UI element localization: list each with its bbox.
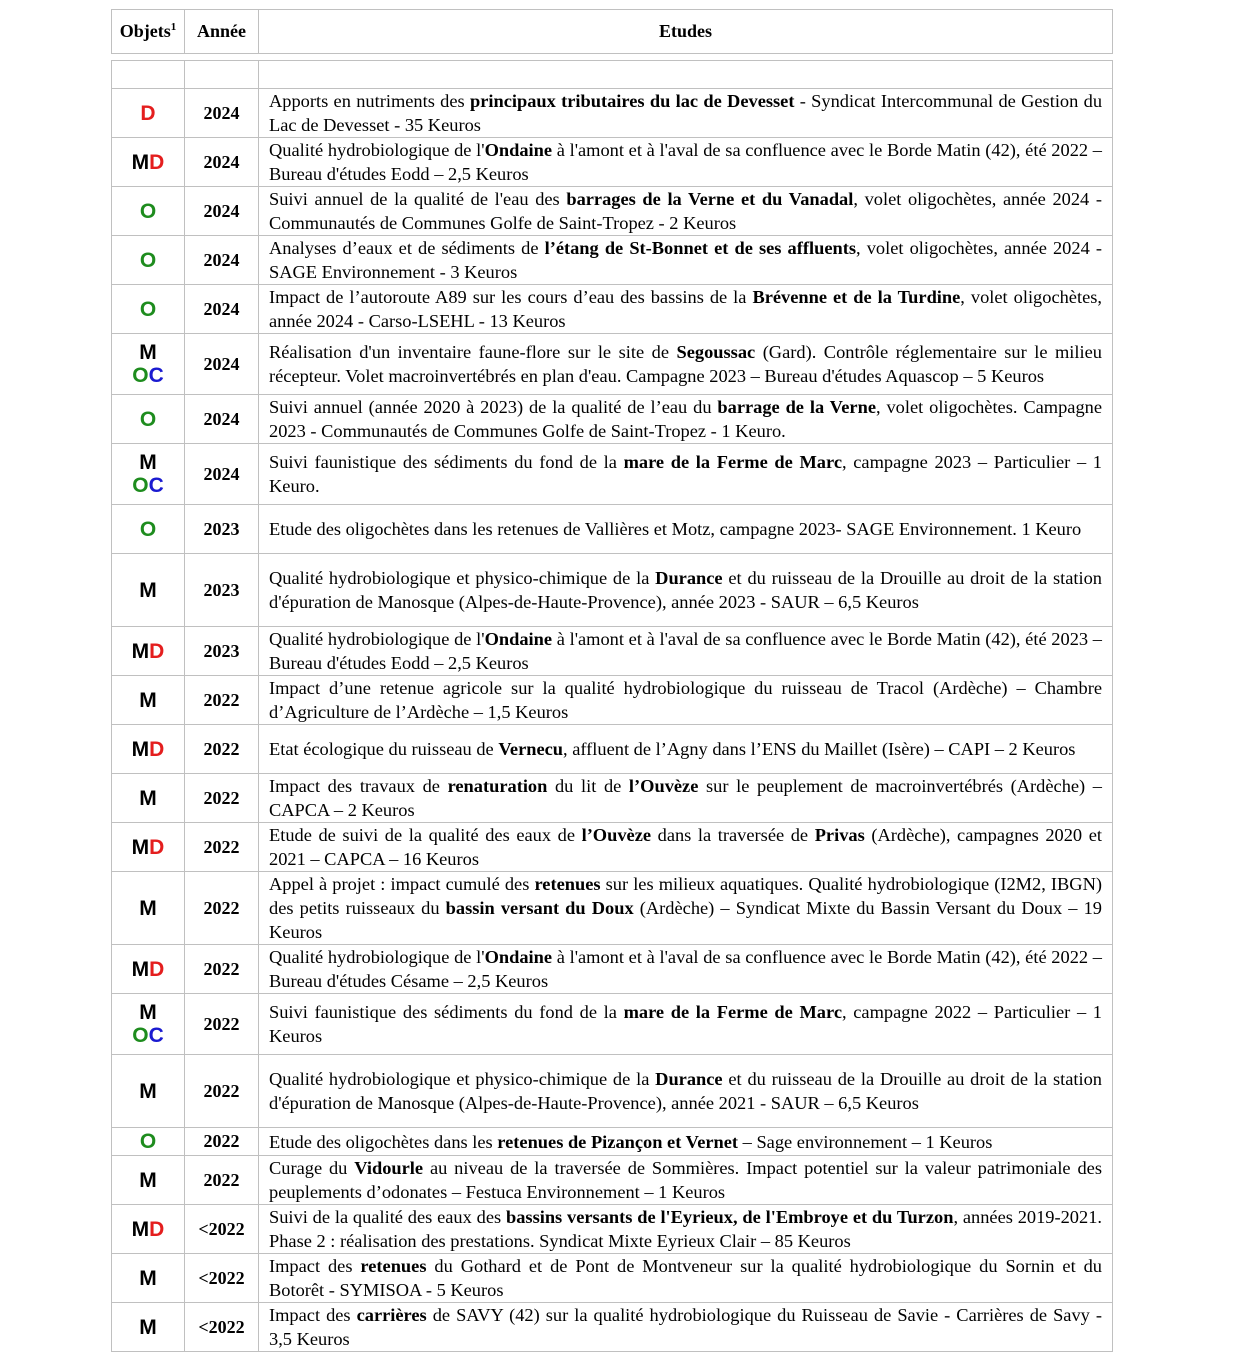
objet-code: M [139,1266,157,1290]
objets-line [112,451,184,474]
objet-code: M [139,1315,157,1339]
objets-line [112,518,184,541]
study-text: , affluent de l’Agny dans l’ENS du Maillet (Isère) – CAPI – 2 Keuros [563,739,1076,759]
year-cell: 2024 [185,187,259,236]
objets-cell [112,1303,185,1352]
objet-code: D [149,835,165,859]
objets-line [112,1316,184,1339]
objets-line [112,1080,184,1103]
study-text: - Syndicat Intercommunal de Gestion du Lac de Devesset - 35 Keuros [269,91,1103,135]
objets-line [112,408,184,431]
table-row [112,725,1113,774]
objet-code: O [139,199,157,223]
study-description [259,444,1113,505]
study-text: , campagne 2023 – Particulier – 1 Keuro. [269,452,1103,496]
study-description [259,334,1113,395]
study-text: , volet oligochètes, année 2024 - SAGE Environnement - 3 Keuros [269,238,1102,282]
study-text: Suivi faunistique des sédiments du fond de la [269,1002,624,1022]
study-subject: barrages de la Verne et du Vanadal [566,189,854,209]
year-cell: 2024 [185,138,259,187]
study-description [259,676,1113,725]
study-description [259,774,1113,823]
study-text: Curage du [269,1158,355,1178]
objets-line [112,1024,184,1047]
study-text: (Gard). Contrôle réglementaire sur le milieu récepteur. Volet macroinvertébrés en plan d'eau. Campagne 2023 – Bureau d'études Aquascop – 5 Keuros [269,342,1102,386]
study-text: , volet oligochètes, année 2024 - Communautés de Communes Golfe de Saint-Tropez - 2 Keuros [269,189,1102,233]
study-text: Appel à projet : impact cumulé des [269,874,535,894]
table-row [112,676,1113,725]
objet-code: M [131,1217,150,1241]
study-subject: Vernecu [498,739,564,759]
study-text: Apports en nutriments des [269,91,470,111]
objets-line [112,897,184,920]
studies-table [111,60,1113,1352]
objets-cell [112,138,185,187]
objets-line [112,640,184,663]
study-text: sur le peuplement de macroinvertébrés (Ardèche) – CAPCA – 2 Keuros [269,776,1102,820]
study-text: Impact des [269,1256,361,1276]
objet-code: D [149,150,165,174]
year-cell: 2023 [185,627,259,676]
table-row [112,774,1113,823]
table-row [112,1156,1113,1205]
objets-cell [112,554,185,627]
study-subject: bassin versant du Doux [445,898,634,918]
objet-code: M [139,1168,157,1192]
study-text: Impact d’une retenue agricole sur la qualité hydrobiologique du ruisseau de Tracol (Ardèche) – Chambre d’Agriculture de l’Ardèche – 1,5 Keuros [269,678,1102,722]
study-description [259,725,1113,774]
objets-line [112,474,184,497]
header-objets [112,10,185,54]
study-description [259,1303,1113,1352]
table-row [112,236,1113,285]
study-text: Réalisation d'un inventaire faune-flore sur le site de [269,342,677,362]
table-row [112,872,1113,945]
objet-code: M [131,835,150,859]
objet-code: O [139,248,157,272]
study-description [259,823,1113,872]
study-text: du lit de [547,776,629,796]
objet-code: M [139,451,157,474]
study-text: à l'amont et à l'aval de sa confluence avec le Borde Matin (42), été 2022 – Bureau d'études Eodd – 2,5 Keuros [269,140,1102,184]
objet-code: O [132,1024,149,1047]
study-text: Analyses d’eaux et de sédiments de [269,238,545,258]
study-subject: retenues [534,874,601,894]
table-row [112,1205,1113,1254]
year-cell: 2024 [185,236,259,285]
table-row [112,89,1113,138]
study-description [259,945,1113,994]
study-subject: Ondaine [484,629,553,649]
objets-cell [112,945,185,994]
study-subject: Vidourle [354,1158,424,1178]
study-text: à l'amont et à l'aval de sa confluence avec le Borde Matin (42), été 2023 – Bureau d'études Eodd – 2,5 Keuros [269,629,1102,673]
study-subject: mare de la Ferme de Marc [623,1002,842,1022]
table-row [112,1055,1113,1128]
objets-cell [112,236,185,285]
table-row [112,444,1113,505]
study-subject: l’Ouvèze [628,776,699,796]
footnote-marker: 1 [170,21,177,33]
objets-cell [112,395,185,444]
objet-code: M [139,578,157,602]
objets-cell [112,994,185,1055]
objets-cell [112,285,185,334]
study-text: Etat écologique du ruisseau de [269,739,499,759]
objets-cell [112,627,185,676]
objet-code: M [131,957,150,981]
study-description [259,1254,1113,1303]
objet-code: O [139,517,157,541]
objets-line [112,341,184,364]
study-text: Suivi annuel (année 2020 à 2023) de la qualité de l’eau du [269,397,718,417]
study-text: Impact de l’autoroute A89 sur les cours d’eau des bassins de la [269,287,753,307]
study-text: (Ardèche), campagnes 2020 et 2021 – CAPCA – 16 Keuros [269,825,1102,869]
year-cell: 2023 [185,505,259,554]
study-text: Qualité hydrobiologique de l' [269,140,485,160]
study-text: du Gothard et de Pont de Montveneur sur la qualité hydrobiologique du Sornin et du Botorêt - SYMISOA - 5 Keuros [269,1256,1102,1300]
study-text: dans la traversée de [651,825,815,845]
objets-cell [112,89,185,138]
study-text: Suivi de la qualité des eaux des [269,1207,506,1227]
study-subject: Segoussac [676,342,756,362]
objet-code: C [148,364,164,387]
year-cell: 2022 [185,1128,259,1156]
objet-code: M [131,639,150,663]
study-description [259,505,1113,554]
study-subject: Ondaine [484,947,553,967]
study-text: – Sage environnement – 1 Keuros [738,1131,993,1152]
objets-line [112,102,184,125]
table-row [112,1128,1113,1156]
study-text: , années 2019-2021. Phase 2 : réalisation des prestations. Syndicat Mixte Eyrieux Clair – 85 Keuros [269,1207,1102,1251]
objet-code: M [139,896,157,920]
objets-cell [112,1156,185,1205]
study-description [259,1205,1113,1254]
year-cell: 2022 [185,994,259,1055]
study-text: , volet oligochètes, année 2024 - Carso-LSEHL - 13 Keuros [269,287,1102,331]
year-cell: 2022 [185,945,259,994]
objets-line [112,689,184,712]
year-cell: <2022 [185,1254,259,1303]
year-cell: 2024 [185,285,259,334]
study-description [259,1128,1113,1156]
table-row [112,994,1113,1055]
study-subject: Durance [655,1069,723,1089]
objets-cell [112,187,185,236]
study-text: Suivi faunistique des sédiments du fond de la [269,452,624,472]
study-text: Qualité hydrobiologique et physico-chimique de la [269,568,656,588]
header-table [111,9,1113,54]
study-text: Qualité hydrobiologique et physico-chimique de la [269,1069,656,1089]
table-row [112,187,1113,236]
objets-line [112,151,184,174]
objets-line [112,1001,184,1024]
year-cell: 2023 [185,554,259,627]
study-subject: Ondaine [484,140,553,160]
table-row [112,395,1113,444]
table-row [112,1303,1113,1352]
objets-cell [112,334,185,395]
study-text: et du ruisseau de la Drouille au droit de la station d'épuration de Manosque (Alpes-de-Haute-Provence), année 2023 - SAUR – 6,5 Keuros [269,568,1102,612]
objets-cell [112,1128,185,1156]
study-description [259,187,1113,236]
objets-cell [112,1205,185,1254]
year-cell: 2024 [185,395,259,444]
year-cell: 2024 [185,89,259,138]
objet-code: O [132,474,149,497]
objets-line [112,1267,184,1290]
objets-line [112,836,184,859]
study-text: (Ardèche) – Syndicat Mixte du Bassin Versant du Doux – 19 Keuros [269,898,1102,942]
table-row [112,505,1113,554]
study-text: à l'amont et à l'aval de sa confluence avec le Borde Matin (42), été 2022 – Bureau d'études Césame – 2,5 Keuros [269,947,1102,991]
objets-line [112,1130,184,1153]
study-description [259,994,1113,1055]
objets-line [112,579,184,602]
study-description [259,285,1113,334]
study-description [259,138,1113,187]
study-text: de SAVY (42) sur la qualité hydrobiologique du Ruisseau de Savie - Carrières de Savy - 3,5 Keuros [269,1305,1102,1349]
study-text: Suivi annuel de la qualité de l'eau des [269,189,567,209]
study-text: Impact des [269,1305,357,1325]
objets-cell [112,725,185,774]
study-subject: retenues [360,1256,427,1276]
objet-code: M [139,786,157,810]
objets-cell [112,1055,185,1128]
objets-line [112,787,184,810]
objet-code: D [149,957,165,981]
objet-code: C [148,474,164,497]
header-annee: Année [185,10,259,54]
objets-line [112,249,184,272]
study-subject: principaux tributaires du lac de Devesset [469,91,795,111]
year-cell: <2022 [185,1205,259,1254]
table-row [112,627,1113,676]
objet-code: M [131,150,150,174]
objets-line [112,364,184,387]
objets-cell [112,676,185,725]
objet-code: M [139,341,157,364]
objets-cell [112,1254,185,1303]
objets-line [112,958,184,981]
empty-row [112,61,1113,89]
objet-code: M [139,688,157,712]
year-cell: 2022 [185,725,259,774]
header-objets-label: Objets [119,21,171,41]
objets-cell [112,774,185,823]
table-row [112,334,1113,395]
year-cell: 2022 [185,1055,259,1128]
header-etudes: Etudes [259,10,1113,54]
objet-code: D [140,101,156,125]
objet-code: O [139,407,157,431]
year-cell: 2022 [185,774,259,823]
objet-code: D [149,1217,165,1241]
study-subject: carrières [356,1305,427,1325]
study-text: au niveau de la traversée de Sommières. Impact potentiel sur la valeur patrimoniale des peuplements d’odonates – Festuca Environnement – 1 Keuros [269,1158,1102,1202]
year-cell: <2022 [185,1303,259,1352]
year-cell: 2022 [185,676,259,725]
objet-code: C [148,1024,164,1047]
study-subject: mare de la Ferme de Marc [623,452,842,472]
study-text: Etude de suivi de la qualité des eaux de [269,825,582,845]
study-subject: Brévenne et de la Turdine [752,287,961,307]
study-text: et du ruisseau de la Drouille au droit de la station d'épuration de Manosque (Alpes-de-Haute-Provence), année 2021 - SAUR – 6,5 Keuros [269,1069,1102,1113]
study-text: Etude des oligochètes dans les [269,1131,498,1152]
objets-line [112,200,184,223]
study-description [259,236,1113,285]
study-subject: renaturation [447,776,548,796]
study-text: Impact des travaux de [269,776,448,796]
study-subject: Durance [655,568,723,588]
study-description [259,872,1113,945]
objets-line [112,298,184,321]
study-subject: retenues de Pizançon et Vernet [497,1131,739,1152]
study-text: , volet oligochètes. Campagne 2023 - Communautés de Communes Golfe de Saint-Tropez - 1 Keuro. [269,397,1102,441]
study-description [259,627,1113,676]
year-cell: 2022 [185,872,259,945]
table-row [112,554,1113,627]
study-text: Qualité hydrobiologique de l' [269,629,485,649]
study-description [259,554,1113,627]
objets-line [112,1169,184,1192]
objet-code: D [149,639,165,663]
objet-code: M [131,737,150,761]
study-description [259,1055,1113,1128]
objets-line [112,1218,184,1241]
objet-code: D [149,737,165,761]
study-subject: l’Ouvèze [581,825,652,845]
table-row [112,138,1113,187]
objet-code: M [139,1079,157,1103]
table-row [112,823,1113,872]
study-text: Qualité hydrobiologique de l' [269,947,485,967]
study-subject: bassins versants de l'Eyrieux, de l'Embroye et du Turzon [505,1207,954,1227]
study-description [259,395,1113,444]
objet-code: M [139,1001,157,1024]
year-cell: 2024 [185,334,259,395]
table-row [112,945,1113,994]
objets-cell [112,872,185,945]
year-cell: 2022 [185,823,259,872]
objet-code: O [139,297,157,321]
objets-cell [112,823,185,872]
objets-line [112,738,184,761]
study-text: Etude des oligochètes dans les retenues de Vallières et Motz, campagne 2023- SAGE Environnement. 1 Keuro [269,519,1082,539]
study-text: sur les milieux aquatiques. Qualité hydrobiologique (I2M2, IBGN) des petits ruisseaux du [269,874,1102,918]
table-row [112,1254,1113,1303]
study-subject: barrage de la Verne [717,397,876,417]
objets-cell [112,505,185,554]
year-cell: 2022 [185,1156,259,1205]
year-cell: 2024 [185,444,259,505]
study-subject: Privas [814,825,865,845]
table-row [112,285,1113,334]
study-text: , campagne 2022 – Particulier – 1 Keuros [269,1002,1103,1046]
study-subject: l’étang de St-Bonnet et de ses affluents [544,238,856,258]
objets-cell [112,444,185,505]
study-description [259,1156,1113,1205]
study-description [259,89,1113,138]
objet-code: O [132,364,149,387]
objet-code: O [139,1130,157,1153]
